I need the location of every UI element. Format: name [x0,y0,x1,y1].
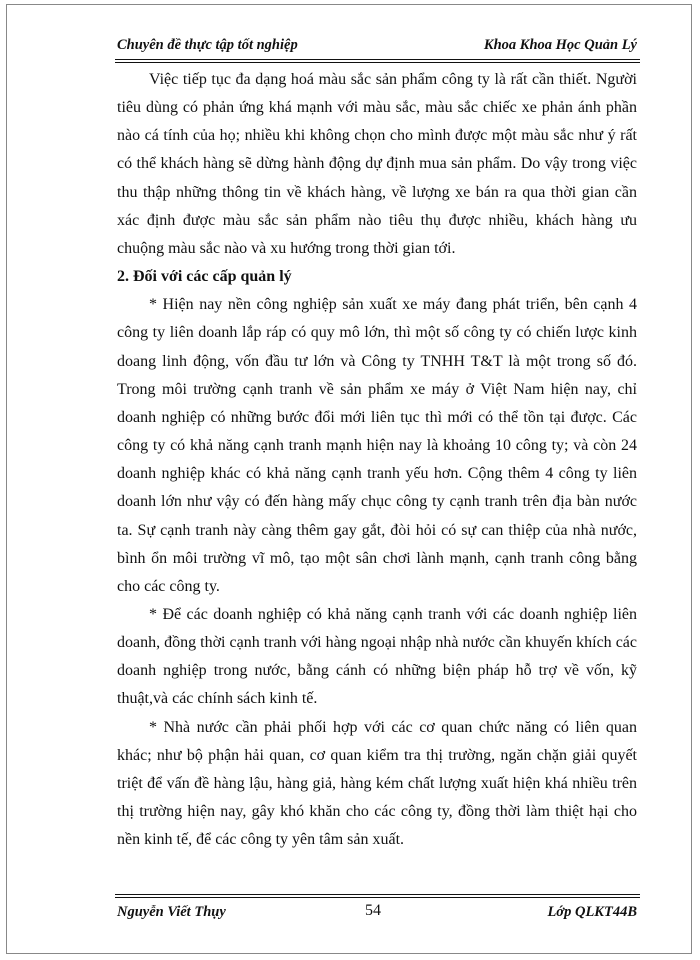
paragraph-color-diversification: Việc tiếp tục đa dạng hoá màu sắc sản phẩm công ty là rất cần thiết. Người tiêu dùng có phản ứng khá mạnh với màu sắc, màu sắc chiếc xe phản ánh phần nào cá tính của họ; nhiều khi không chọn cho mình được một màu sắc như ý rất có thể khách hàng sẽ dừng hành động dự định mua sản phẩm. Do vậy trong việc thu thập những thông tin về khách hàng, về lượng xe bán ra qua thời gian cần xác định được màu sắc sản phẩm nào tiêu thụ được nhiều, khách hàng ưu chuộng màu sắc nào và xu hướng trong thời gian tới. [117,71,637,257]
header-faculty: Khoa Khoa Học Quản Lý [483,37,637,53]
header-document-title: Chuyên đề thực tập tốt nghiệp [117,37,298,53]
page-body [117,66,637,854]
paragraph-competition: * Hiện nay nền công nghiệp sản xuất xe máy đang phát triển, bên cạnh 4 công ty liên doanh lắp ráp có quy mô lớn, thì một số công ty có chiến lược kinh doang linh động, vốn đầu tư lớn và Công ty TNHH T&T là một trong số đó. Trong môi trường cạnh tranh về sản phẩm xe máy ở Việt Nam hiện nay, chỉ doanh nghiệp có những bước đổi mới liên tục thì mới có thể tồn tại được. Các công ty có khả năng cạnh tranh mạnh hiện nay là khoảng 10 công ty; và còn 24 doanh nghiệp khác có khả năng cạnh tranh yếu hơn. Cộng thêm 4 công ty liên doanh lớn như vậy có đến hàng mấy chục công ty cạnh tranh trên địa bàn nước ta. Sự cạnh tranh này càng thêm gay gắt, đòi hỏi có sự can thiệp của nhà nước, bình ổn môi trường vĩ mô, tạo một sân chơi lành mạnh, cạnh tranh công bằng cho các công ty. [117,296,637,595]
page-header [117,37,637,59]
footer-author: Nguyễn Viết Thụy [117,904,226,920]
footer-rule [115,894,640,895]
footer-class: Lớp QLKT44B [547,904,637,920]
page-number: 54 [365,902,381,919]
section-heading: 2. Đối với các cấp quản lý [117,268,292,286]
paragraph-domestic-support: * Để các doanh nghiệp có khả năng cạnh tranh với các doanh nghiệp liên doanh, đồng thời cạnh tranh với hàng ngoại nhập nhà nước cần khuyến khích các doanh nghiệp trong nước, bằng cánh có những biện pháp hỗ trợ về vốn, kỹ thuật,và các chính sách kinh tế. [117,605,637,708]
header-rule [115,59,640,60]
footer-rule-double [115,897,640,898]
header-rule-double [115,62,640,63]
page-footer [117,902,637,924]
paragraph-coordination: * Nhà nước cần phải phối hợp với các cơ quan chức năng có liên quan khác; như bộ phận hải quan, cơ quan kiểm tra thị trường, ngăn chặn giải quyết triệt để vấn đề hàng lậu, hàng giả, hàng kém chất lượng xuất hiện khá nhiều trên thị trường hiện nay, gây khó khăn cho các công ty, đồng thời làm thiệt hại cho nền kinh tế, để các công ty yên tâm sản xuất. [117,718,637,849]
